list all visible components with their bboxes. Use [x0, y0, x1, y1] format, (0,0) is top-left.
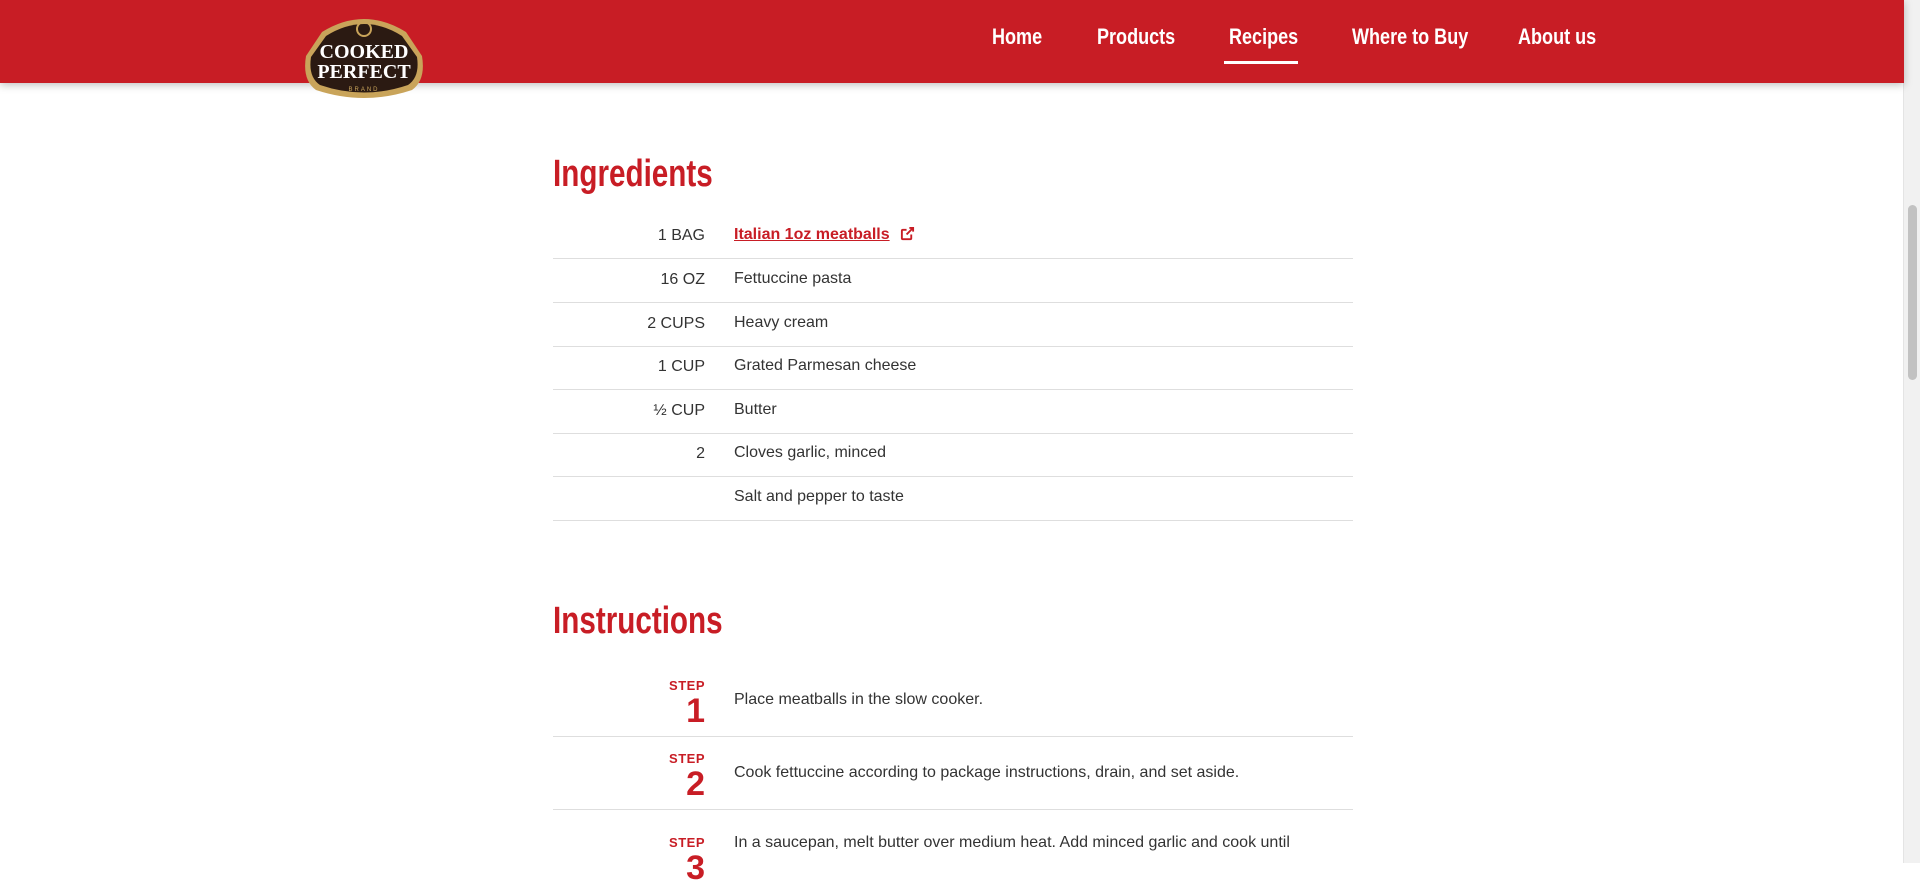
step-number: 3 [686, 849, 705, 887]
ingredient-qty: 16 OZ [660, 271, 705, 288]
instructions-heading: Instructions [553, 600, 723, 642]
ingredient-qty: 1 BAG [657, 227, 705, 244]
ingredient-row [553, 215, 1353, 259]
step-number: 1 [686, 692, 705, 730]
step-text: Cook fettuccine according to package instructions, drain, and set aside. [734, 764, 1240, 781]
logo-line1: COOKED [319, 41, 409, 63]
step-label: STEP [669, 751, 705, 766]
step-label: STEP [669, 835, 705, 850]
ingredient-name: Heavy cream [734, 314, 829, 331]
step-row [553, 737, 1353, 810]
step-text: In a saucepan, melt butter over medium heat. Add minced garlic and cook until [734, 834, 1290, 851]
ingredient-link-wrapper [734, 226, 915, 246]
nav-home[interactable]: Home [992, 24, 1043, 49]
page-scrollbar[interactable] [1903, 0, 1920, 863]
ingredient-row [553, 259, 1353, 303]
step-label: STEP [669, 678, 705, 693]
ingredient-qty: ½ CUP [653, 402, 705, 419]
ingredients-heading: Ingredients [553, 153, 713, 195]
ingredient-name: Butter [734, 401, 777, 418]
logo-line3: BRAND [348, 87, 380, 93]
step-row [553, 810, 1353, 890]
ingredient-row [553, 346, 1353, 390]
nav-recipes[interactable]: Recipes [1229, 24, 1299, 49]
logo-line2: PERFECT [317, 61, 411, 83]
site-header [0, 0, 1904, 83]
step-row [553, 666, 1353, 737]
ingredient-name: Salt and pepper to taste [734, 488, 904, 505]
active-nav-underline [1224, 61, 1298, 64]
ingredient-qty: 2 CUPS [647, 315, 705, 332]
external-link-icon[interactable] [900, 226, 915, 246]
ingredient-row [553, 433, 1353, 477]
ingredient-name: Grated Parmesan cheese [734, 357, 917, 374]
brand-logo[interactable] [300, 12, 428, 100]
nav-products[interactable]: Products [1097, 24, 1176, 49]
scrollbar-thumb[interactable] [1908, 205, 1917, 380]
ingredient-row [553, 477, 1353, 521]
nav-where-to-buy[interactable]: Where to Buy [1352, 24, 1469, 49]
step-number: 2 [686, 765, 705, 803]
meatballs-product-link[interactable]: Italian 1oz meatballs [734, 226, 890, 243]
ingredient-qty: 2 [696, 445, 705, 462]
ingredient-name: Cloves garlic, minced [734, 444, 887, 461]
ingredient-row [553, 303, 1353, 347]
step-text: Place meatballs in the slow cooker. [734, 691, 984, 708]
ingredient-name: Fettuccine pasta [734, 270, 852, 287]
nav-about-us[interactable]: About us [1518, 24, 1597, 49]
ingredient-qty: 1 CUP [657, 358, 705, 375]
ingredient-row [553, 390, 1353, 434]
